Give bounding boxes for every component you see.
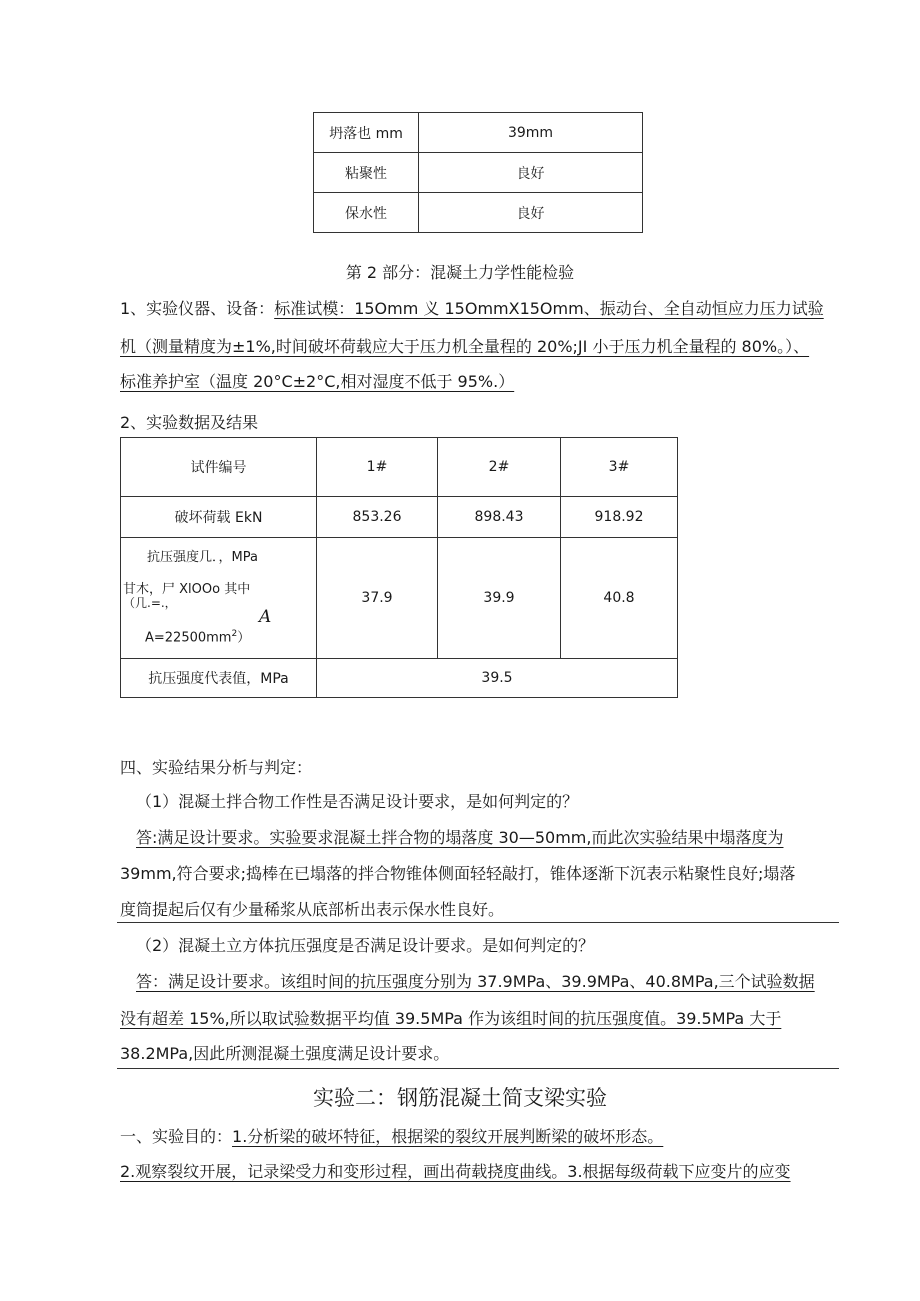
instruments-line-2: 机（测量精度为±1%,时间破坏荷载应大于压力机全量程的 20%;JI 小于压力机全量程的 80%。）、 [120, 337, 810, 356]
water-retention-value: 良好 [419, 193, 643, 233]
failure-load-label: 破坏荷载 EkN [121, 497, 317, 538]
slump-value: 39mm [419, 113, 643, 153]
specimen-no-label: 试件编号 [121, 438, 317, 497]
workability-table [313, 112, 643, 233]
purpose-prefix: 一、实验目的： [120, 1127, 233, 1146]
area-exponent: 2 [231, 628, 238, 639]
answer-2-line3: 38.2MPa,因此所测混凝土强度满足设计要求。 [120, 1044, 450, 1063]
divider-1 [117, 922, 839, 923]
specimen-3: 3# [561, 438, 678, 497]
strength-3: 40.8 [561, 538, 678, 659]
failure-load-1: 853.26 [317, 497, 438, 538]
purpose-line-2: 2.观察裂纹开展，记录梁受力和变形过程，画出荷载挠度曲线。3.根据每级荷载下应变片的应变 [120, 1162, 791, 1181]
cohesion-value: 良好 [419, 153, 643, 193]
instruments-prefix: 1、实验仪器、设备： [120, 299, 275, 318]
representative-strength-value: 39.5 [317, 659, 678, 698]
answer-2-line1: 答：满足设计要求。该组时间的抗压强度分别为 37.9MPa、39.9MPa、40.8MPa,三个试验数据 [136, 972, 815, 991]
experiment-2-title: 实验二：钢筋混凝土简支梁实验 [313, 1086, 607, 1110]
question-1: （1）混凝土拌合物工作性是否满足设计要求，是如何判定的？ [136, 792, 579, 811]
water-retention-label: 保水性 [314, 193, 419, 233]
strength-label-close: ） [237, 630, 251, 646]
specimen-2: 2# [438, 438, 561, 497]
strength-label-cell [121, 538, 317, 659]
strength-label-line1: 抗压强度几．，MPa [147, 549, 258, 565]
failure-load-3: 918.92 [561, 497, 678, 538]
instruments-line-1 [120, 298, 824, 320]
strength-area-symbol: A [259, 606, 272, 627]
divider-2 [117, 1068, 839, 1069]
strength-2: 39.9 [438, 538, 561, 659]
instruments-line-3: 标准养护室（温度 20°C±2°C,相对湿度不低于 95%.） [120, 372, 515, 391]
answer-1-line2: 39mm,符合要求;捣棒在已塌落的拌合物锥体侧面轻轻敲打，锥体逐渐下沉表示粘聚性良好;塌落 [120, 864, 796, 883]
instruments-body: 标准试模：15Omm 义 15OmmX15Omm、振动台、全自动恒应力压力试验 [274, 299, 824, 318]
representative-strength-label: 抗压强度代表值，MPa [121, 659, 317, 698]
section4-heading: 四、实验结果分析与判定： [120, 758, 313, 777]
slump-label: 坍落也 mm [314, 113, 419, 153]
purpose-body: 1.分析梁的破坏特征，根据梁的裂纹开展判断梁的破坏形态。 [232, 1127, 664, 1146]
strength-label-line4 [123, 625, 316, 647]
results-table [120, 437, 678, 698]
specimen-1: 1# [317, 438, 438, 497]
data-heading: 2、实验数据及结果 [120, 413, 259, 432]
strength-1: 37.9 [317, 538, 438, 659]
answer-1-line3: 度筒提起后仅有少量稀浆从底部析出表示保水性良好。 [120, 900, 505, 919]
failure-load-2: 898.43 [438, 497, 561, 538]
answer-1-line1: 答:满足设计要求。实验要求混凝土拌合物的塌落度 30—50mm,而此次实验结果中塌落度为 [136, 828, 784, 847]
strength-label-line3: （几.=.， [123, 595, 177, 610]
answer-2-line2: 没有超差 15%,所以取试验数据平均值 39.5MPa 作为该组时间的抗压强度值。39.5MPa 大于 [120, 1009, 782, 1028]
purpose-line-1 [120, 1126, 663, 1148]
cohesion-label: 粘聚性 [314, 153, 419, 193]
area-value: A=22500mm [145, 630, 232, 646]
strength-label-line2: 甘木，尸 XlOOo 其中 [123, 581, 251, 597]
question-2: （2）混凝土立方体抗压强度是否满足设计要求。是如何判定的？ [136, 936, 595, 955]
part2-heading: 第 2 部分：混凝土力学性能检验 [345, 263, 575, 282]
